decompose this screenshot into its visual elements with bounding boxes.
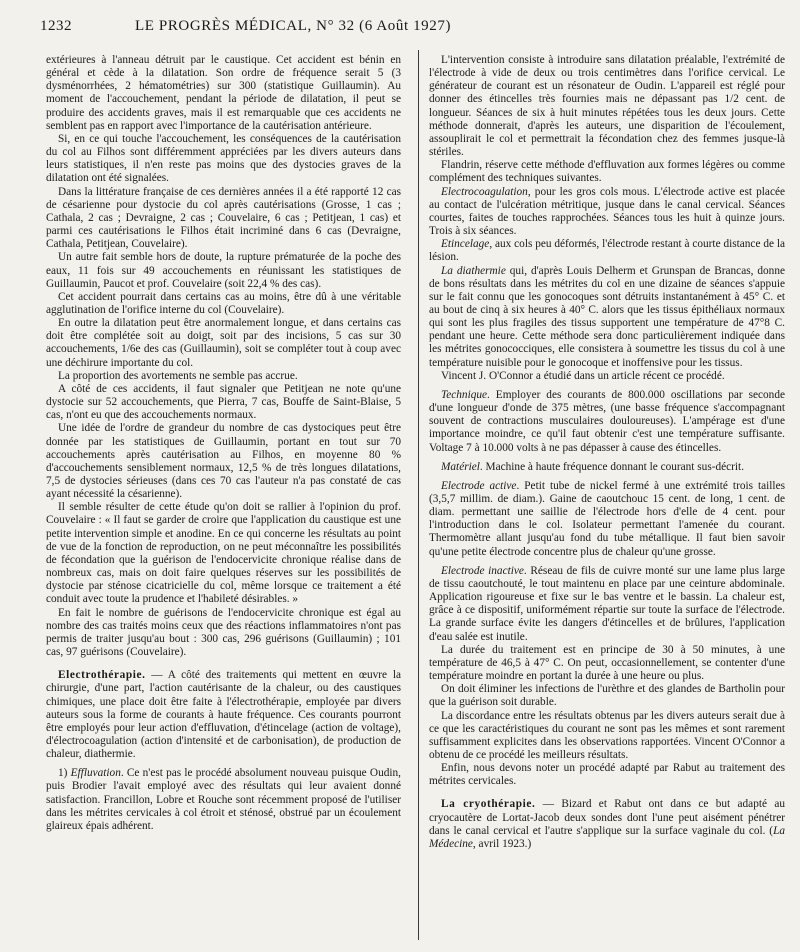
term: Matériel	[441, 460, 480, 473]
term-text: . Ce n'est pas le procédé absolument nouveau puisque Oudin, puis Brodier l'avait employé avec des résultats qui leur avaient donné satisfaction. Francillon, Lobre et Rouche sont récemment proposé de l'utiliser dans les métrites cervicales à col étroit et sténosé, obstrué par un écoulement glaireux épais adhérent.	[46, 767, 401, 832]
column-divider	[418, 50, 419, 940]
effluvation-paragraph	[46, 767, 401, 833]
term-text: . Petit tube de nickel fermé à une extrémité trois tailles (3,5,7 millim. de diam.). Gaine de caoutchouc 15 cent. de long, 1 cent. de diam. permettant une saillie de l'électrode hors d'elle de 4 cent. pour l'introduction dans le col. Isolateur permettant l'amenée du courant. Thermomètre allant jusqu'au fond du tube métallique. Il faut bien savoir qu'une petite électrode concentre plus de chaleur qu'une grosse.	[429, 479, 785, 558]
paragraph: Flandrin, réserve cette méthode d'effluvation aux formes légères ou comme complément des techniques suivantes.	[429, 159, 785, 185]
left-column	[46, 54, 401, 833]
section-text: — Bizard et Rabut ont dans ce but adapté au cryocautère de Lortat-Jacob deux sondes dont l'une peut aisément pénétrer dans le canal cervical et l'autre s'applique sur la surface vaginale du col. (	[429, 798, 785, 837]
cryotherapie-paragraph	[429, 798, 785, 851]
reference-end: , avril 1923.)	[472, 837, 532, 850]
term-text: . Employer des courants de 800.000 oscillations par seconde d'une longueur d'onde de 375 mètres, (une basse fréquence s'accompagnant souvent de contractions musculaires douloureuses). L'ampérage est d'une importance moindre, ce qu'il faut obtenir c'est une température suffisante. Voltage 7 à 10.000 volts à ne pas dépasser à cause des étincelles.	[429, 388, 785, 454]
paragraph: Enfin, nous devons noter un procédé adapté par Rabut au traitement des métrites cervicales.	[429, 762, 785, 788]
electrocoagulation-paragraph	[429, 186, 785, 239]
electrode-active-paragraph	[429, 480, 785, 559]
term: Effluvation	[70, 767, 121, 780]
paragraph: extérieures à l'anneau détruit par le caustique. Cet accident est bénin en général et cède à la dilatation. Son ordre de fréquence serait 5 (3 dysménorrhées, 2 hématométries) sur 300 (statistique Guillaumin). Au moment de l'accouchement, pendant la période de dilatation, il peut se produire des accidents graves, mais il est remarquable que ces accidents ne semblent pas en rapport avec l'importance de la cautérisation antérieure.	[46, 54, 401, 132]
term: Technique	[441, 388, 488, 401]
reference-title: La Médecine	[429, 824, 785, 850]
term: Etincelage	[441, 238, 490, 251]
term-text: . Machine à haute fréquence donnant le courant sus-décrit.	[479, 460, 745, 473]
paragraph: L'intervention consiste à introduire sans dilatation préalable, l'extrémité de l'électrode à vide de deux ou trois centimètres dans l'orifice cervical. Le générateur de courant est un résonateur de Oudin. L'appareil est réglé pour donner des étincelles très fournies mais ne dépassant pas 1/2 cent. de longueur. Séances de six à huit minutes répétées tous les deux jours. Cette méthode donnerait, d'après les auteurs, une disparition de l'écoulement, assouplirait le col et permettrait la fécondation chez des femmes jusque-là stériles.	[429, 54, 785, 159]
diathermie-paragraph	[429, 265, 785, 370]
page-number: 1232	[40, 18, 72, 34]
technique-paragraph	[429, 389, 785, 455]
item-number: 1)	[58, 767, 71, 780]
paragraph: En outre la dilatation peut être anormalement longue, et dans certains cas doit être complétée soit au doigt, soit par des incisions, 5 cas sur 30 accouchements, 1/6e des cas (Guillaumin), soit se compléter tout à coup avec une déchirure importante du col.	[46, 317, 401, 369]
electrode-inactive-paragraph	[429, 565, 785, 644]
paragraph: Dans la littérature française de ces dernières années il a été rapporté 12 cas de césarienne pour dystocie du col après cautérisations (Grosse, 1 cas ; Cathala, 2 cas ; Devraigne, 2 cas ; Couvelaire, 6 cas ; Petitjean, 1 cas) et parmi ces cautérisations le Filhos était incriminé dans 6 cas (Devraigne, Cathala, Petitjean, Couvelaire).	[46, 185, 401, 251]
paragraph: Si, en ce qui touche l'accouchement, les conséquences de la cautérisation du col au Filhos sont différemment appréciées par les divers auteurs dans leurs statistiques, il n'en reste pas moins que des dystocies graves de la dilatation ont été signalées.	[46, 132, 401, 185]
etincelage-paragraph	[429, 238, 785, 264]
term: Electrocoagulation	[441, 185, 528, 198]
section-text: — A côté des traitements qui mettent en œuvre la chirurgie, d'une part, l'action cautérisante de la chaleur, ou des caustiques chimiques, une place doit être faite à l'électrothérapie, employée par divers auteurs sous la forme de courants à haute fréquence. Ces courants pourront être employés pour leur action d'effluvation, d'étincelage (action de voltage), d'électrocoagulation (action d'intensité et de carbonisation), de production de chaleur, diathermie.	[46, 669, 401, 761]
section-heading: La cryothérapie.	[441, 798, 536, 811]
right-column	[429, 54, 785, 851]
paragraph: Vincent J. O'Connor a étudié dans un article récent ce procédé.	[441, 369, 725, 382]
term-text: qui, d'après Louis Delherm et Grunspan de Brancas, donne de bons résultats dans les métrites du col en une dizaine de séances s'appuie sur le fait connu que les gonocoques sont détruits instantanément à 45° C. et au bout de cinq à six heures à 40° C. alors que les tissus épithéliaux normaux qui sont les plus fragiles des tissus supportent une température de 47°8 C. pendant une heure. Cette méthode sera donc particulièrement indiquée dans les métrites gonococciques, elle consistera à soumettre les tissus du col à une température nuisible pour le gonocoque et inoffensive pour les tissus.	[429, 264, 785, 369]
term: Electrode active	[441, 479, 517, 492]
electrotherapie-paragraph	[46, 669, 401, 761]
running-title: LE PROGRÈS MÉDICAL, N° 32 (6 Août 1927)	[135, 18, 452, 34]
section-heading: Electrothérapie.	[58, 669, 146, 682]
paragraph: En fait le nombre de guérisons de l'endocervicite chronique est égal au nombre des cas traités moins ceux que des réactions inflammatoires n'ont pas permis de traiter jusqu'au bout : 300 cas, 296 guérisons (Guillaumin) ; 101 cas, 97 guérisons (Couvelaire).	[46, 606, 401, 659]
term: La diathermie	[441, 264, 506, 277]
term-text: , pour les gros cols mous. L'électrode active est placée au contact de l'ulcération métritique, jusque dans le canal cervical. Séances courtes, faites de touches rapprochées. Séances tous les huit à quinze jours. Trois à six séances.	[429, 185, 785, 238]
paragraph: La discordance entre les résultats obtenus par les divers auteurs serait due à ce que les caractéristiques du courant ne sont pas les mêmes et sont rarement suffisamment explicites dans les observations rapportées. Vincent O'Connor a obtenu de ce procédé les meilleurs résultats.	[429, 709, 785, 761]
term-text: . Réseau de fils de cuivre monté sur une lame plus large de tissu caoutchouté, le tout maintenu en place par une ceinture abdominale. Application rigoureuse et fixe sur le bas ventre et le bassin. La chaleur est, grâce à ce dispositif, uniformément répartie sur toute la surface de l'électrode. La grande surface évite les dangers d'étincelles et de brûlures, l'application d'eau salée est inutile.	[429, 564, 785, 643]
paragraph: La proportion des avortements ne semble pas accrue.	[58, 369, 298, 382]
term: Electrode inactive	[441, 564, 524, 577]
paragraph: A côté de ces accidents, il faut signaler que Petitjean ne note qu'une dystocie sur 52 accouchements, que Pierra, 7 cas, Bouffe de Saint-Blaise, 5 cas, n'ont eu que des accouchements normaux.	[46, 382, 401, 422]
paragraph: Un autre fait semble hors de doute, la rupture prématurée de la poche des eaux, 11 fois sur 49 accouchements en réunissant les statistiques de Guillaumin, Paucot et prof. Couvelaire (soit 22,4 % des cas).	[46, 251, 401, 290]
page-header	[40, 18, 785, 38]
paragraph: La durée du traitement est en principe de 30 à 50 minutes, à une température de 46,5 à 47° C. On peut, occasionnellement, se contenter d'une température moindre en portant la durée à une heure ou plus.	[429, 643, 785, 683]
term-text: , aux cols peu déformés, l'électrode restant à courte distance de la lésion.	[429, 238, 785, 264]
paragraph: On doit éliminer les infections de l'urèthre et des glandes de Bartholin pour que la guérison soit durable.	[429, 683, 785, 709]
paragraph: Cet accident pourrait dans certains cas au moins, être dû à une véritable agglutination de l'orifice interne du col (Couvelaire).	[46, 290, 401, 316]
paragraph: Une idée de l'ordre de grandeur du nombre de cas dystociques peut être donnée par les statistiques de Guillaumin, portant en tout sur 70 accouchements après cautérisation au Filhos, en moyenne 80 % d'accouchements sensiblement normaux, 12,5 % de très longues dilatations, 7,5 de dystocies sérieuses (dans ces 70 cas l'auteur n'a pas constaté de cas ayant nécessité la césarienne).	[46, 422, 401, 501]
materiel-paragraph	[429, 461, 785, 474]
paragraph: Il semble résulter de cette étude qu'on doit se rallier à l'opinion du prof. Couvelaire : « Il faut se garder de croire que l'application du caustique est une petite intervention simple et anodine. En ce qui concerne les résultats au point de vue de la fonction de reproduction, on ne peut méconnaître les possibilités de fécondation que la guérison de l'endocervicite chronique réalise dans de nombreux cas, mais on doit faire quelques réserves sur les possibilités de dystocie par sténose cicatricielle du col, même lorsque ce traitement a été conduit avec toute la prudence et l'habileté désirables. »	[46, 501, 401, 606]
